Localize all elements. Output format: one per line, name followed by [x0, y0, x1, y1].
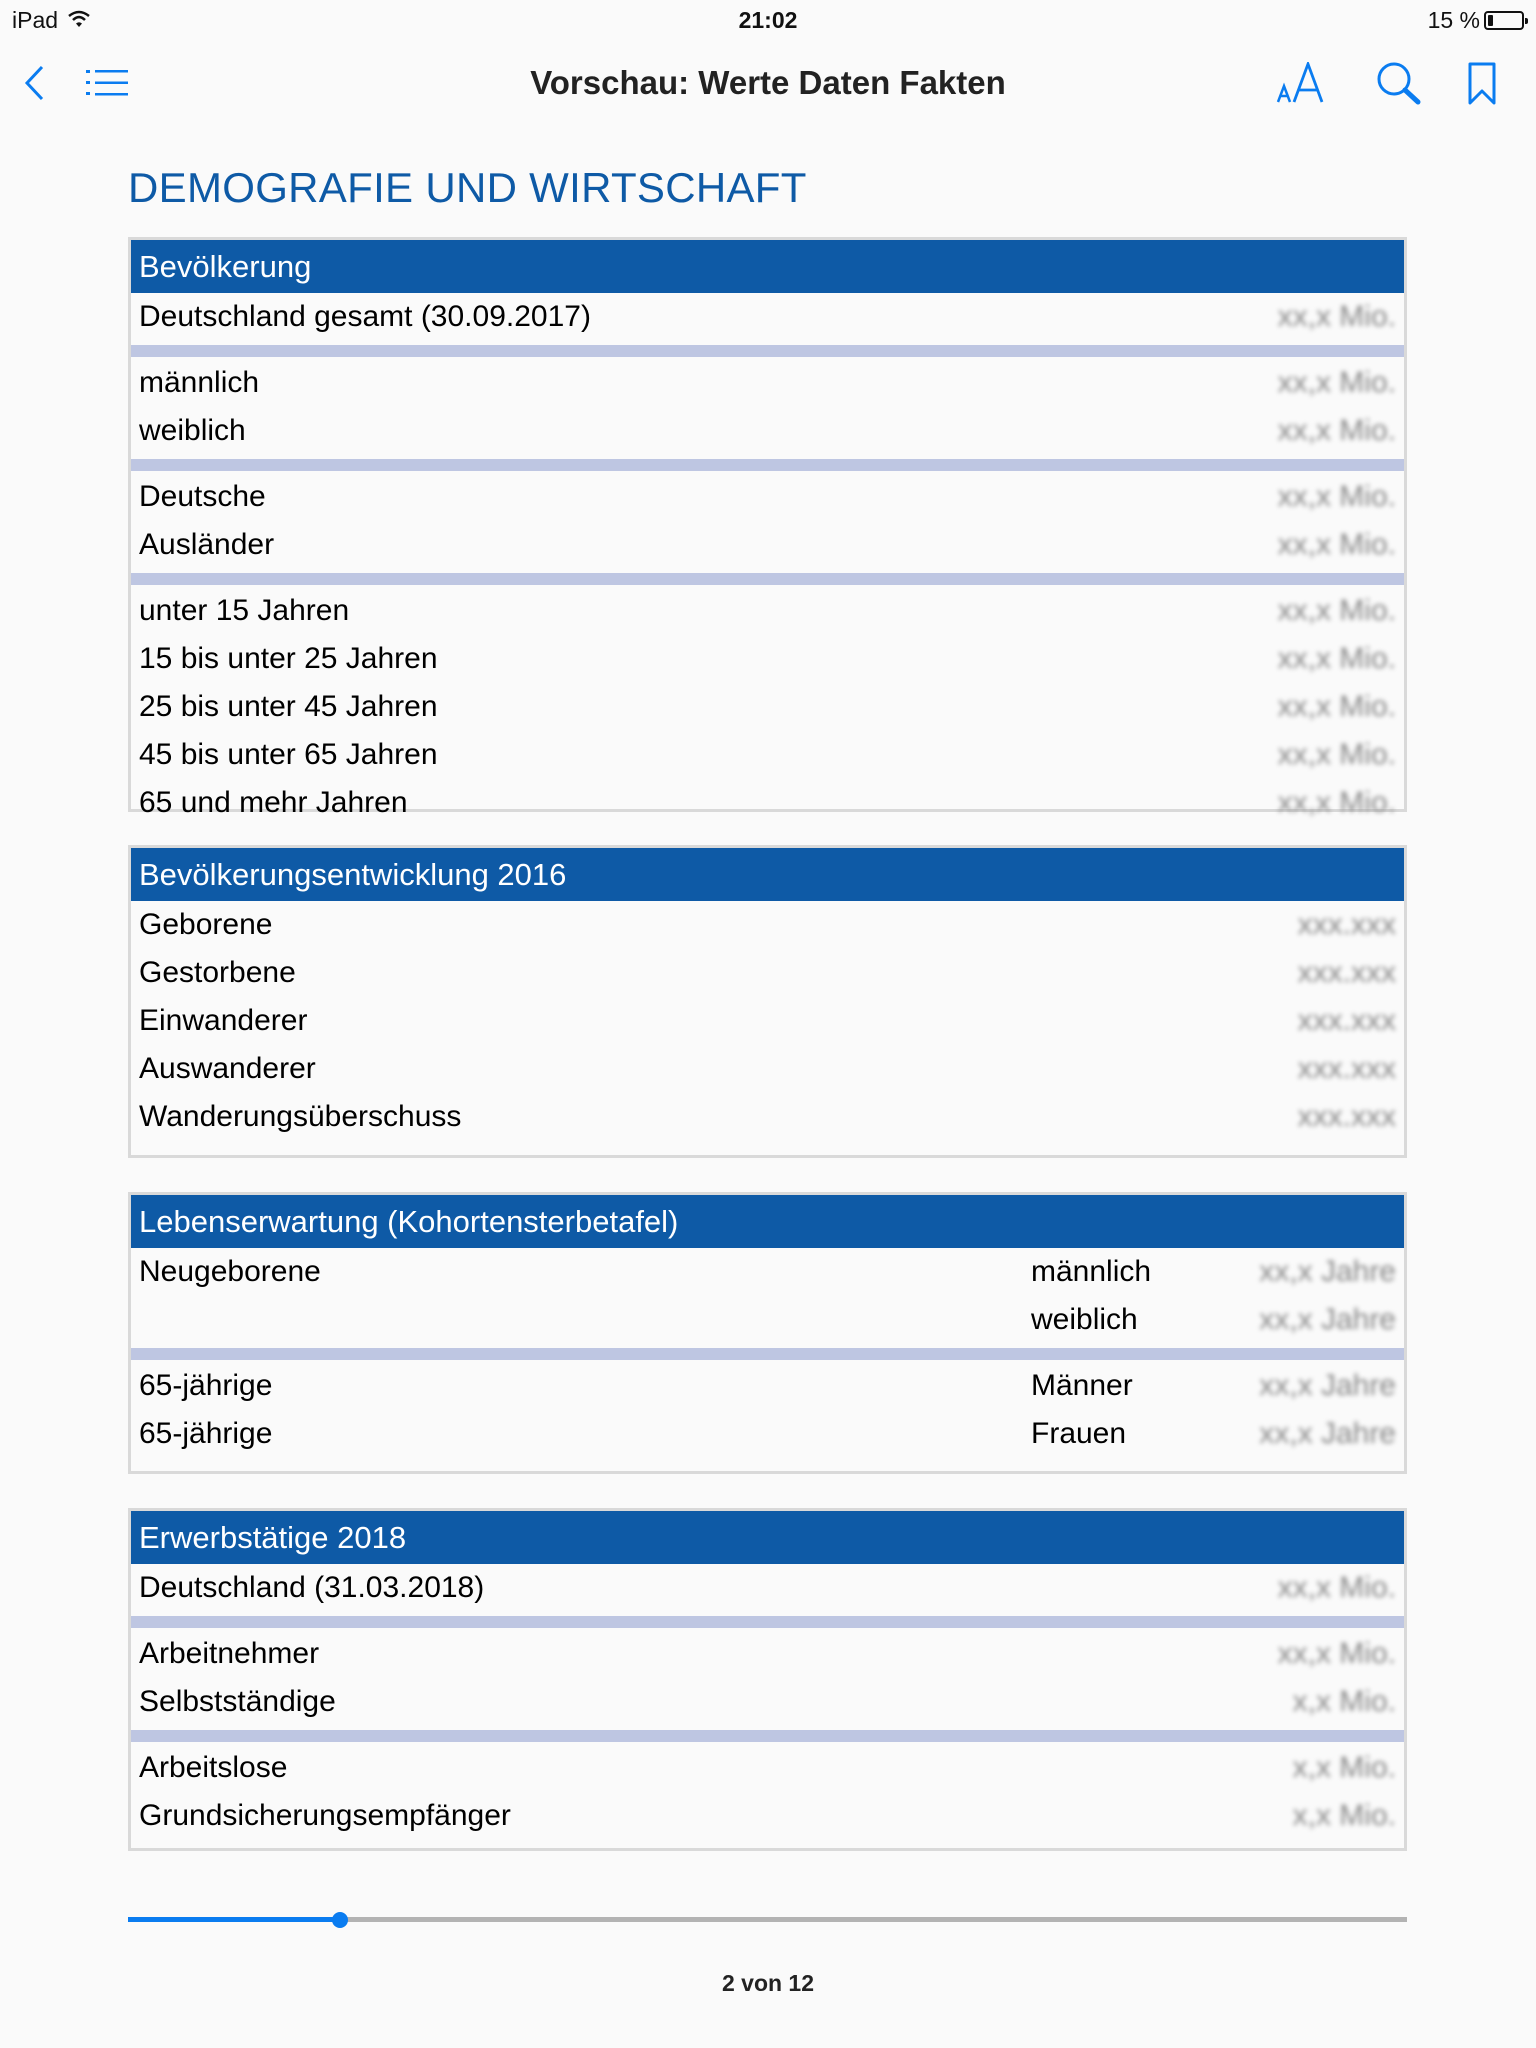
table-header: Lebenserwartung (Kohortensterbetafel) [131, 1195, 1404, 1248]
table-row [131, 901, 1404, 949]
row-label: 65-jährige [139, 1369, 273, 1402]
group-separator [131, 345, 1404, 357]
table-row [131, 1410, 1404, 1458]
row-value: xx,x Jahre [1259, 1303, 1396, 1336]
group-separator [131, 1348, 1404, 1360]
row-label: weiblich [139, 414, 246, 447]
data-table [128, 1192, 1407, 1474]
row-label: 15 bis unter 25 Jahren [139, 642, 438, 675]
row-value: xx,x Jahre [1259, 1255, 1396, 1288]
table-row [131, 1630, 1404, 1678]
row-label: 65 und mehr Jahren [139, 786, 408, 819]
row-label: Einwanderer [139, 1004, 308, 1037]
table-row [131, 1045, 1404, 1093]
row-label: Selbstständige [139, 1685, 336, 1718]
table-row [131, 1093, 1404, 1141]
page-indicator: 2 von 12 [721, 1970, 815, 1996]
row-sublabel: männlich [1031, 1255, 1152, 1288]
row-label: Gestorbene [139, 956, 296, 989]
row-sublabel: Frauen [1031, 1417, 1127, 1450]
table-row [131, 949, 1404, 997]
row-value: xx,x Mio. [1277, 414, 1396, 447]
group-separator [131, 459, 1404, 471]
row-value: x,x Mio. [1292, 1751, 1396, 1784]
row-label: Grundsicherungsempfänger [139, 1799, 511, 1832]
table-row [131, 1564, 1404, 1612]
table-row [131, 635, 1404, 683]
data-table [128, 237, 1407, 819]
table-row [131, 731, 1404, 779]
group-separator [131, 573, 1404, 585]
table-header: Bevölkerung [131, 240, 1404, 293]
row-value: xx,x Mio. [1277, 528, 1396, 561]
row-label: 25 bis unter 45 Jahren [139, 690, 438, 723]
row-value: xx,x Mio. [1277, 300, 1396, 333]
table-row [131, 1362, 1404, 1410]
row-sublabel: Männer [1031, 1369, 1133, 1402]
search-icon [1376, 61, 1422, 110]
row-label: Arbeitnehmer [139, 1637, 320, 1670]
row-value: xx,x Jahre [1259, 1369, 1396, 1402]
battery-percent: 15 % [1427, 7, 1480, 33]
row-value: xx,x Mio. [1277, 594, 1396, 627]
nav-bar [0, 40, 1536, 130]
table-row [131, 1248, 1404, 1296]
row-label: Deutschland (31.03.2018) [139, 1571, 485, 1604]
row-value: xx,x Mio. [1277, 480, 1396, 513]
table-row [131, 683, 1404, 731]
row-label: Deutsche [139, 480, 266, 513]
row-value: xxx.xxx [1297, 956, 1396, 989]
table-row [131, 521, 1404, 569]
data-table [128, 1508, 1407, 1851]
table-row [131, 1792, 1404, 1840]
data-table [128, 845, 1407, 1158]
row-value: xxx.xxx [1297, 1100, 1396, 1133]
row-label: männlich [139, 366, 260, 399]
table-row [131, 1744, 1404, 1792]
row-value: xxx.xxx [1297, 1004, 1396, 1037]
table-row [131, 997, 1404, 1045]
text-size-button[interactable] [1274, 60, 1330, 110]
row-label: 45 bis unter 65 Jahren [139, 738, 438, 771]
row-label: Geborene [139, 908, 273, 941]
table-row [131, 473, 1404, 521]
bookmark-icon [1467, 61, 1497, 110]
status-bar [0, 0, 1536, 40]
page-slider[interactable] [128, 1914, 1407, 1926]
table-row [131, 407, 1404, 455]
table-header: Bevölkerungsentwicklung 2016 [131, 848, 1404, 901]
battery-icon [1484, 11, 1524, 30]
battery-level [1488, 15, 1493, 26]
row-value: xxx.xxx [1297, 908, 1396, 941]
row-label: Arbeitslose [139, 1751, 288, 1784]
group-separator [131, 1616, 1404, 1628]
row-label: 65-jährige [139, 1417, 273, 1450]
group-separator [131, 1730, 1404, 1742]
table-header: Erwerbstätige 2018 [131, 1511, 1404, 1564]
row-value: xx,x Mio. [1277, 738, 1396, 771]
table-row [131, 779, 1404, 827]
row-value: x,x Mio. [1292, 1685, 1396, 1718]
row-value: xxx.xxx [1297, 1052, 1396, 1085]
text-size-icon [1276, 62, 1328, 109]
row-value: x,x Mio. [1292, 1799, 1396, 1832]
page-heading: DEMOGRAFIE UND WIRTSCHAFT [128, 164, 807, 211]
row-value: xx,x Mio. [1277, 690, 1396, 723]
row-value: xx,x Jahre [1259, 1417, 1396, 1450]
row-label: Ausländer [139, 528, 275, 561]
row-label: Deutschland gesamt (30.09.2017) [139, 300, 591, 333]
bookmark-button[interactable] [1462, 60, 1502, 110]
slider-thumb[interactable] [332, 1912, 348, 1928]
nav-title: Vorschau: Werte Daten Fakten [530, 64, 1006, 101]
table-row [131, 587, 1404, 635]
status-time: 21:02 [738, 7, 798, 33]
row-label: unter 15 Jahren [139, 594, 350, 627]
row-sublabel: weiblich [1031, 1303, 1138, 1336]
table-row [131, 293, 1404, 341]
row-value: xx,x Mio. [1277, 1637, 1396, 1670]
table-row [131, 1296, 1404, 1344]
slider-progress [128, 1917, 340, 1922]
search-button[interactable] [1374, 60, 1424, 110]
row-label: Auswanderer [139, 1052, 316, 1085]
row-value: xx,x Mio. [1277, 786, 1396, 819]
device-name: iPad [12, 7, 59, 33]
table-row [131, 359, 1404, 407]
row-label: Neugeborene [139, 1255, 321, 1288]
table-row [131, 1678, 1404, 1726]
row-value: xx,x Mio. [1277, 1571, 1396, 1604]
row-value: xx,x Mio. [1277, 642, 1396, 675]
row-value: xx,x Mio. [1277, 366, 1396, 399]
row-label: Wanderungsüberschuss [139, 1100, 462, 1133]
